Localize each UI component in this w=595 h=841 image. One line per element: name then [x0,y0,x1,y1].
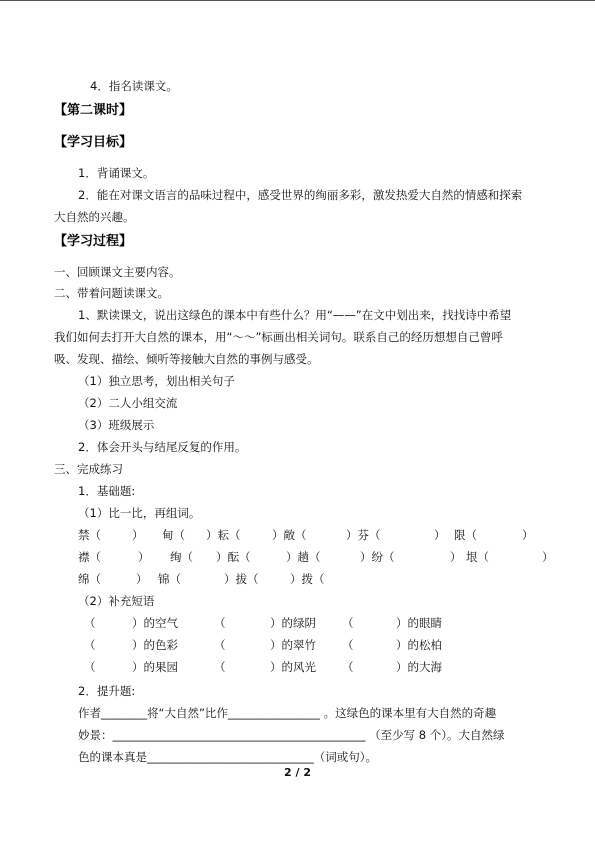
question-1-step-1: （1）独立思考，划出相关句子 [78,374,235,388]
compare-cell: ） [450,550,462,564]
compare-cell: 甸（ [162,528,185,542]
question-1-step-3: （3）班级展示 [78,418,155,432]
compare-cell: ） [434,528,446,542]
question-2: 2．体会开头与结尾反复的作用。 [78,440,247,454]
phrase-cell: （ [84,616,96,630]
phrase-cell: ）的果园 [132,660,178,674]
compare-cell: ）拨（ [290,572,325,586]
compare-cell: 禁（ [78,528,101,542]
basic-exercise-title: 1．基础题: [78,484,136,498]
compare-cell: ）芬（ [346,528,381,542]
compare-cell: ）酝（ [216,550,251,564]
section-2: 二、带着问题读课文。 [54,286,169,300]
compare-cell: 限（ [454,528,477,542]
step-4: 4．指名读课文。 [90,79,178,93]
compare-instruction: （1）比一比，再组词。 [78,506,201,520]
question-1-line-1: 1、默读课文，说出这绿色的课本中有些什么？用“——”在文中划出来，找找诗中希望 [78,308,512,322]
fill-blank-line-1: 作者________将“大自然”比作________________ 。这绿色的课本里有大自然的奇趣 [78,706,497,720]
phrase-cell: （ [342,660,354,674]
phrase-cell: （ [214,616,226,630]
compare-cell: 襟（ [78,550,101,564]
compare-cell: ） [138,550,150,564]
phrase-cell: （ [84,638,96,652]
goal-2-line-1: 2．能在对课文语言的品味过程中，感受世界的绚丽多彩，激发热爱大自然的情感和探索 [78,188,523,202]
phrase-cell: ）的绿阴 [270,616,316,630]
question-1-step-2: （2）二人小组交流 [78,396,178,410]
question-1-line-3: 吸、发现、描绘、倾听等接触大自然的事例与感受。 [54,352,319,366]
phrase-cell: ）的松柏 [396,638,442,652]
section-1: 一、回顾课文主要内容。 [54,265,181,279]
compare-cell: ） [132,528,144,542]
compare-cell: ）耘（ [206,528,241,542]
compare-cell: ）趟（ [286,550,321,564]
phrase-cell: ）的风光 [270,660,316,674]
heading-learning-goals: 【学习目标】 [54,135,133,150]
goal-2-line-2: 大自然的兴趣。 [54,210,135,224]
compare-cell: 锦（ [158,572,181,586]
phrase-cell: （ [342,638,354,652]
phrase-cell: ）的空气 [132,616,178,630]
page-number: 2 / 2 [284,766,311,779]
phrase-instruction: （2）补充短语 [78,594,155,608]
goal-1: 1．背诵课文。 [78,166,155,180]
compare-cell: ）纷（ [360,550,395,564]
phrase-cell: （ [214,660,226,674]
section-3: 三、完成练习 [54,462,123,476]
phrase-cell: ）的眼睛 [396,616,442,630]
compare-cell: 绵（ [78,572,101,586]
heading-second-lesson: 【第二课时】 [54,103,133,118]
compare-cell: ）敞（ [272,528,307,542]
phrase-cell: ）的翠竹 [270,638,316,652]
fill-blank-line-3: 色的课本真是_____________________________（词或句）。 [78,750,377,764]
phrase-cell: （ [84,660,96,674]
phrase-cell: （ [214,638,226,652]
fill-blank-line-2: 妙景：____________________________________________ （至少写 8 个）。大自然绿 [78,728,505,742]
compare-cell: ） [542,550,554,564]
compare-cell: ）拔（ [224,572,259,586]
compare-cell: ） [522,528,534,542]
compare-cell: 绚（ [170,550,193,564]
compare-cell: 垠（ [466,550,489,564]
compare-cell: ） [136,572,148,586]
top-border-line [0,0,595,1]
question-1-line-2: 我们如何去打开大自然的课本，用“～～”标画出相关词句。联系自己的经历想想自己曾呼 [54,330,503,344]
phrase-cell: （ [342,616,354,630]
phrase-cell: ）的大海 [396,660,442,674]
phrase-cell: ）的色彩 [132,638,178,652]
advanced-exercise-title: 2．提升题: [78,684,136,698]
heading-learning-process: 【学习过程】 [54,234,133,249]
